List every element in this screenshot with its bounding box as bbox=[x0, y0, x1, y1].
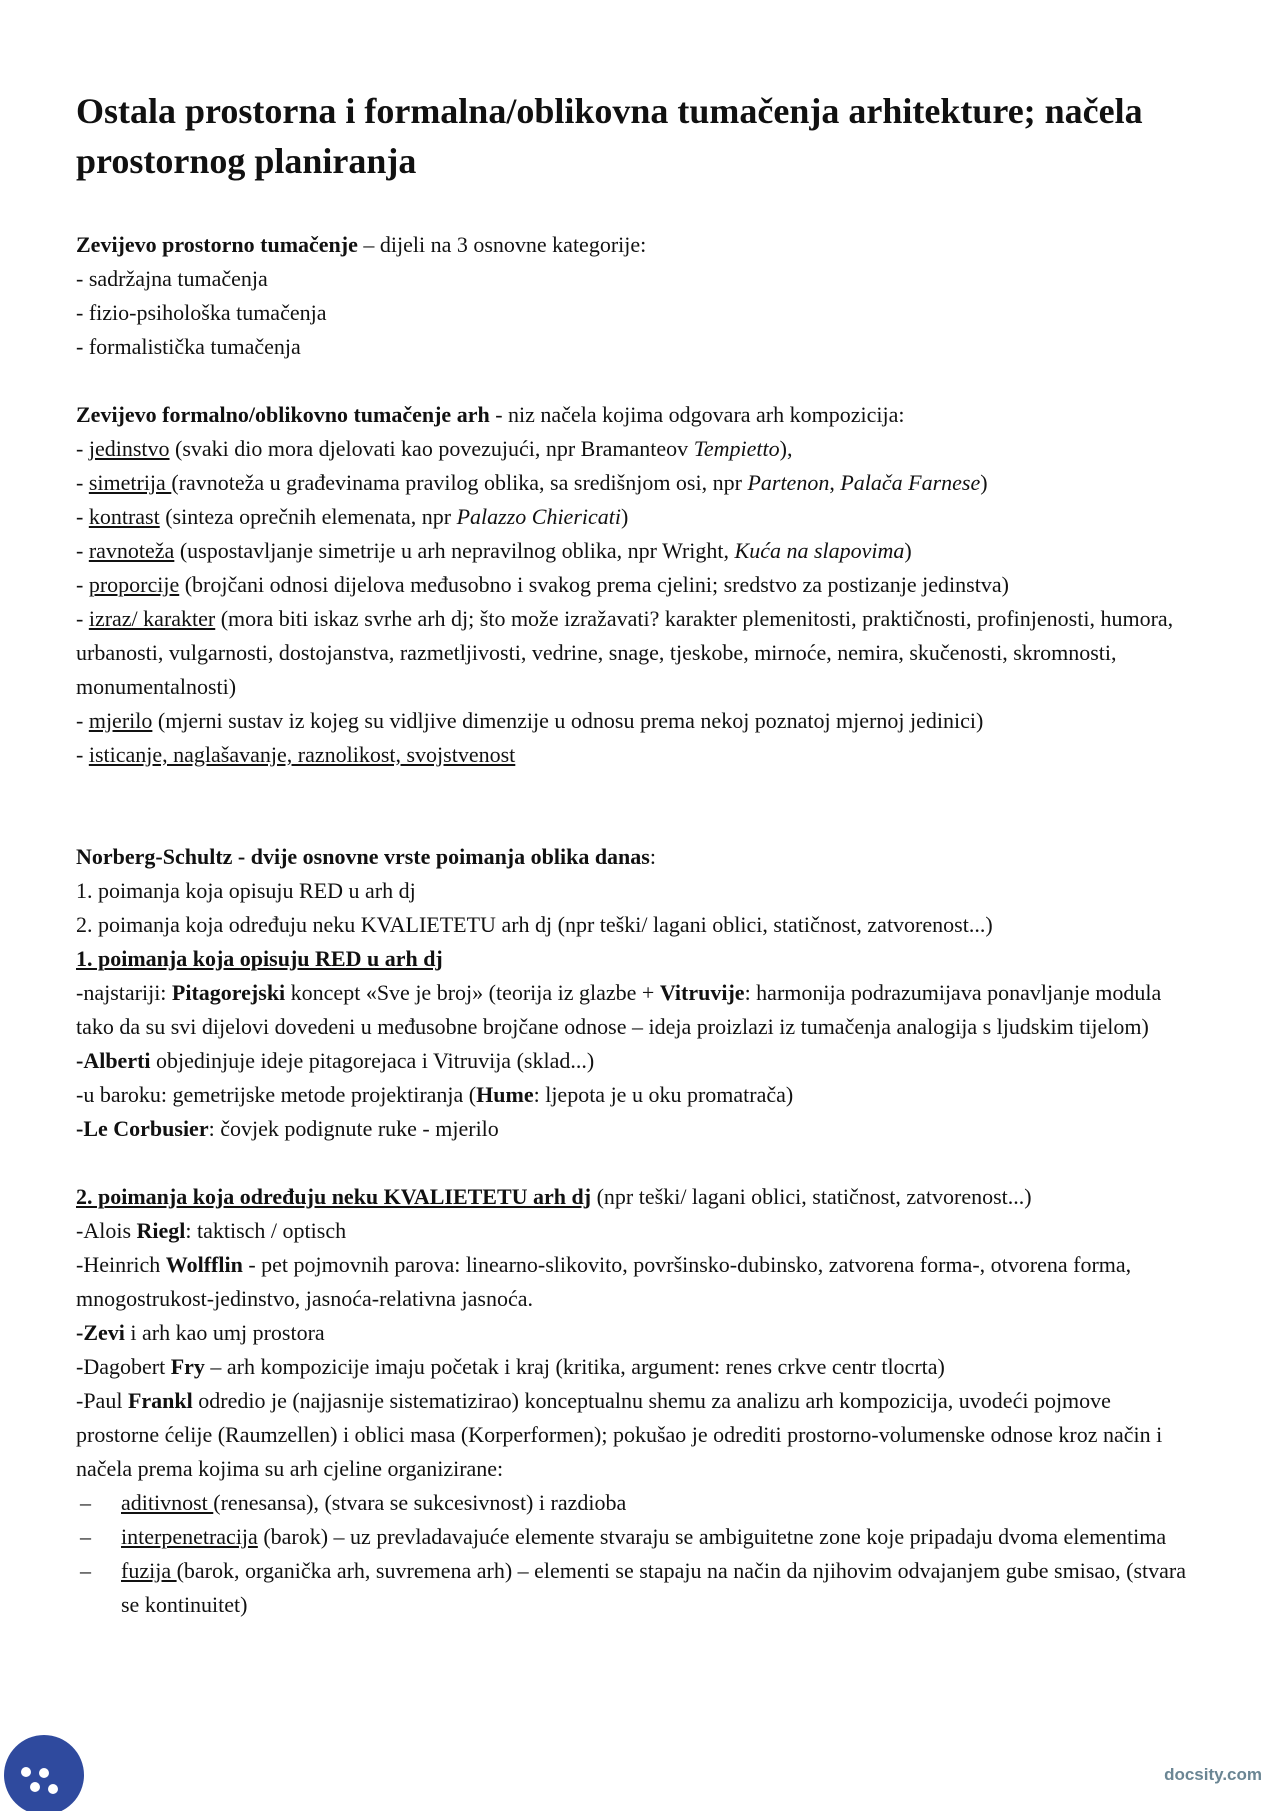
list-item: - proporcije (brojčani odnosi dijelova međusobno i svakog prema cjelini; sredstvo za postizanje jedinstva) bbox=[76, 572, 1009, 597]
list-item: - jedinstvo (svaki dio mora djelovati kao povezujući, npr Bramanteov Tempietto), bbox=[76, 436, 793, 461]
page-title: Ostala prostorna i formalna/oblikovna tumačenja arhitekture; načela prostornog planiranja bbox=[76, 91, 1143, 181]
dash-list bbox=[76, 1486, 1196, 1622]
docsity-logo-icon[interactable] bbox=[0, 1717, 94, 1811]
subsection-heading: 1. poimanja koja opisuju RED u arh dj bbox=[76, 946, 443, 971]
paragraph: -Le Corbusier: čovjek podignute ruke - mjerilo bbox=[76, 1116, 499, 1141]
list-item: – aditivnost (renesansa), (stvara se sukcesivnost) i razdioba bbox=[76, 1486, 1196, 1520]
paragraph: -Zevi i arh kao umj prostora bbox=[76, 1320, 325, 1345]
list-item: 2. poimanja koja određuju neku KVALIETETU arh dj (npr teški/ lagani oblici, statičnost, zatvorenost...) bbox=[76, 912, 993, 937]
list-item: - mjerilo (mjerni sustav iz kojeg su vidljive dimenzije u odnosu prema nekoj poznatoj mjernoj jedinici) bbox=[76, 708, 984, 733]
docsity-brand[interactable]: docsity.com bbox=[1164, 1765, 1262, 1784]
list-item: - formalistička tumačenja bbox=[76, 334, 301, 359]
list-item: - ravnoteža (uspostavljanje simetrije u arh nepravilnog oblika, npr Wright, Kuća na slapovima) bbox=[76, 538, 912, 563]
list-item: - simetrija (ravnoteža u građevinama pravilog oblika, sa središnjom osi, npr Partenon, Palača Farnese) bbox=[76, 470, 988, 495]
paragraph: -Alberti objedinjuje ideje pitagorejaca i Vitruvija (sklad...) bbox=[76, 1048, 595, 1073]
document-page bbox=[76, 86, 1196, 1656]
section-heading: Norberg-Schultz - dvije osnovne vrste poimanja oblika danas: bbox=[76, 844, 656, 869]
section-heading: Zevijevo prostorno tumačenje – dijeli na 3 osnovne kategorije: bbox=[76, 232, 647, 257]
list-item: – fuzija (barok, organička arh, suvremena arh) – elementi se stapaju na način da njihovim odvajanjem gube smisao, (stvara se kontinuitet) bbox=[76, 1554, 1196, 1622]
section-quality bbox=[76, 1180, 1196, 1622]
paragraph: -u baroku: gemetrijske metode projektiranja (Hume: ljepota je u oku promatrača) bbox=[76, 1082, 794, 1107]
list-item: - izraz/ karakter (mora biti iskaz svrhe arh dj; što može izražavati? karakter plemenitosti, praktičnosti, profinjenosti, humora, urbanosti, vulgarnosti, dostojanstva, razmetljivosti, vedrine, snage, tjeskobe, mirnoće, nemira, skučenosti, skromnosti, monumentalnosti) bbox=[76, 606, 1174, 699]
paragraph: -Dagobert Fry – arh kompozicije imaju početak i kraj (kritika, argument: renes crkve centr tlocrta) bbox=[76, 1354, 945, 1379]
subsection-heading: 2. poimanja koja određuju neku KVALIETETU arh dj (npr teški/ lagani oblici, statičnost, zatvorenost...) bbox=[76, 1184, 1032, 1209]
paragraph: -Heinrich Wolfflin - pet pojmovnih parova: linearno-slikovito, površinsko-dubinsko, zatvorena forma-, otvorena forma, mnogostrukost-jedinstvo, jasnoća-relativna jasnoća. bbox=[76, 1252, 1132, 1311]
list-item: – interpenetracija (barok) – uz prevladavajuće elemente stvaraju se ambiguitetne zone koje pripadaju dvoma elementima bbox=[76, 1520, 1196, 1554]
paragraph: -Alois Riegl: taktisch / optisch bbox=[76, 1218, 347, 1243]
section-heading: Zevijevo formalno/oblikovno tumačenje arh - niz načela kojima odgovara arh kompozicija: bbox=[76, 402, 905, 427]
list-item: 1. poimanja koja opisuju RED u arh dj bbox=[76, 878, 416, 903]
section-norberg-schultz bbox=[76, 840, 1196, 1146]
paragraph: -Paul Frankl odredio je (najjasnije sistematizirao) konceptualnu shemu za analizu arh kompozicija, uvodeći pojmove prostorne ćelije (Raumzellen) i oblici masa (Korperformen); pokušao je odrediti prostorno-volumenske odnose kroz način i načela prema kojima su arh cjeline organizirane: bbox=[76, 1388, 1163, 1481]
list-item: - sadržajna tumačenja bbox=[76, 266, 268, 291]
section-zevi-spatial bbox=[76, 228, 1196, 364]
list-item: - fizio-psihološka tumačenja bbox=[76, 300, 327, 325]
list-item: - kontrast (sinteza oprečnih elemenata, npr Palazzo Chiericati) bbox=[76, 504, 629, 529]
section-zevi-formal bbox=[76, 398, 1196, 772]
list-item: - isticanje, naglašavanje, raznolikost, svojstvenost bbox=[76, 742, 516, 767]
paragraph: -najstariji: Pitagorejski koncept «Sve je broj» (teorija iz glazbe + Vitruvije: harmonija podrazumijava ponavljanje modula tako da su svi dijelovi dovedeni u međusobne brojčane odnose – ideja proizlazi iz tumačenja analogija s ljudskim tijelom) bbox=[76, 980, 1162, 1039]
